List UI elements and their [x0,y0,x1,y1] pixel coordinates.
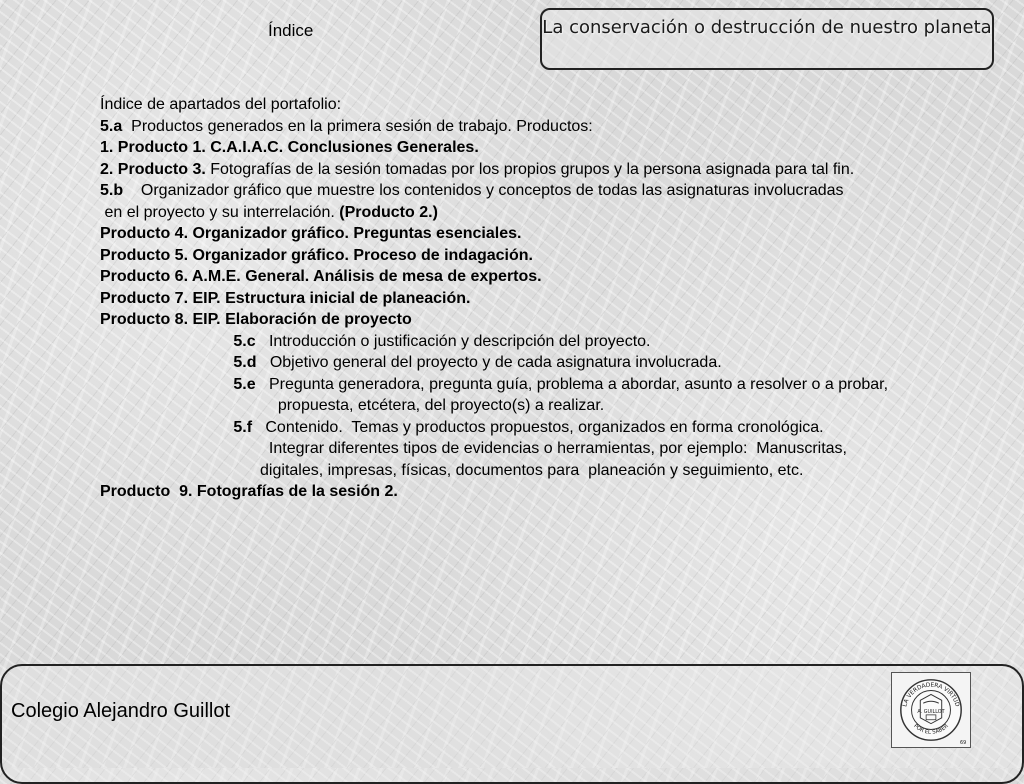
seal-bottom-text: POR EL SABER [912,723,950,736]
index-content [100,94,1000,503]
index-line [100,180,1000,202]
index-line-text: Organizador gráfico que muestre los contenidos y conceptos de todas las asignaturas involucradas [123,182,844,199]
index-line [100,288,1000,310]
index-line-bold-text: 2. Producto 3. [100,160,206,178]
index-line-text: Pregunta generadora, pregunta guía, problema a abordar, asunto a resolver o a probar, [255,375,889,393]
footer-frame [0,664,1024,784]
index-line-text: Contenido. Temas y productos propuestos, organizados en forma cronológica. [252,418,824,436]
line-indent [100,376,233,393]
index-line [100,116,1000,138]
index-line-bold-text: Producto 8. EIP. Elaboración de proyecto [100,311,412,328]
line-indent [100,354,233,371]
index-line-text: Objetivo general del proyecto y de cada asignatura involucrada. [256,354,722,371]
index-line [100,374,1000,396]
index-line-text: Introducción o justificación y descripción del proyecto. [255,332,651,350]
index-line-bold-text: Producto 5. Organizador gráfico. Proceso de indagación. [100,246,533,264]
index-line-text: digitales, impresas, físicas, documentos para planeación y seguimiento, etc. [260,461,804,479]
index-line-text: propuesta, etcétera, del proyecto(s) a realizar. [277,397,605,414]
index-line [100,417,1000,439]
page-title: La conservación o destrucción de nuestro planeta [540,8,994,70]
index-line-bold-text: 1. Producto 1. C.A.I.A.C. Conclusiones Generales. [100,139,479,156]
index-line-bold-text: 5.b [100,182,124,199]
index-line [100,481,1000,503]
index-line [100,94,1000,116]
index-line-bold-text: Producto 4. Organizador gráfico. Preguntas esenciales. [100,225,522,242]
index-line-bold-text: 5.e [233,375,256,393]
index-line-bold-text: Producto 7. EIP. Estructura inicial de planeación. [100,289,471,307]
index-line [100,202,1000,224]
index-line [100,159,1000,181]
index-line-text: Productos generados en la primera sesión de trabajo. Productos: [122,117,593,135]
line-indent [100,397,278,414]
index-line-bold-text: Producto 9. Fotografías de la sesión 2. [100,483,398,500]
index-line [100,460,1000,482]
index-line [100,331,1000,353]
index-line-bold-text: Producto 6. A.M.E. General. Análisis de mesa de expertos. [100,268,542,285]
line-indent [100,462,260,479]
index-line [100,352,1000,374]
index-line-bold-text: (Producto 2.) [339,203,438,221]
index-line-bold-text: 5.d [233,354,257,371]
index-line-text: Índice de apartados del portafolio: [100,96,342,113]
page-number: 69 [960,740,967,747]
index-line [100,223,1000,245]
index-line [100,438,1000,460]
index-line [100,137,1000,159]
index-line-bold-text: 5.a [100,117,123,135]
index-line-text: en el proyecto y su interrelación. [100,203,340,221]
school-seal-icon [891,672,971,748]
index-line-bold-text: 5.f [233,418,253,436]
index-line [100,395,1000,417]
index-line [100,309,1000,331]
seal-top-text: LA VERDADERA VIRTUD [902,682,960,708]
index-line-text: Fotografías de la sesión tomadas por los propios grupos y la persona asignada para tal fin. [205,160,855,178]
index-line [100,245,1000,267]
school-name: Colegio Alejandro Guillot [11,700,231,722]
section-label: Índice [268,21,314,40]
index-line [100,266,1000,288]
line-indent [100,419,233,436]
index-line-text: Integrar diferentes tipos de evidencias o herramientas, por ejemplo: Manuscritas, [268,440,847,457]
line-indent [100,333,233,350]
index-line-bold-text: 5.c [233,332,256,350]
seal-center-text: A. GUILLOT [917,708,945,715]
line-indent [100,440,269,457]
